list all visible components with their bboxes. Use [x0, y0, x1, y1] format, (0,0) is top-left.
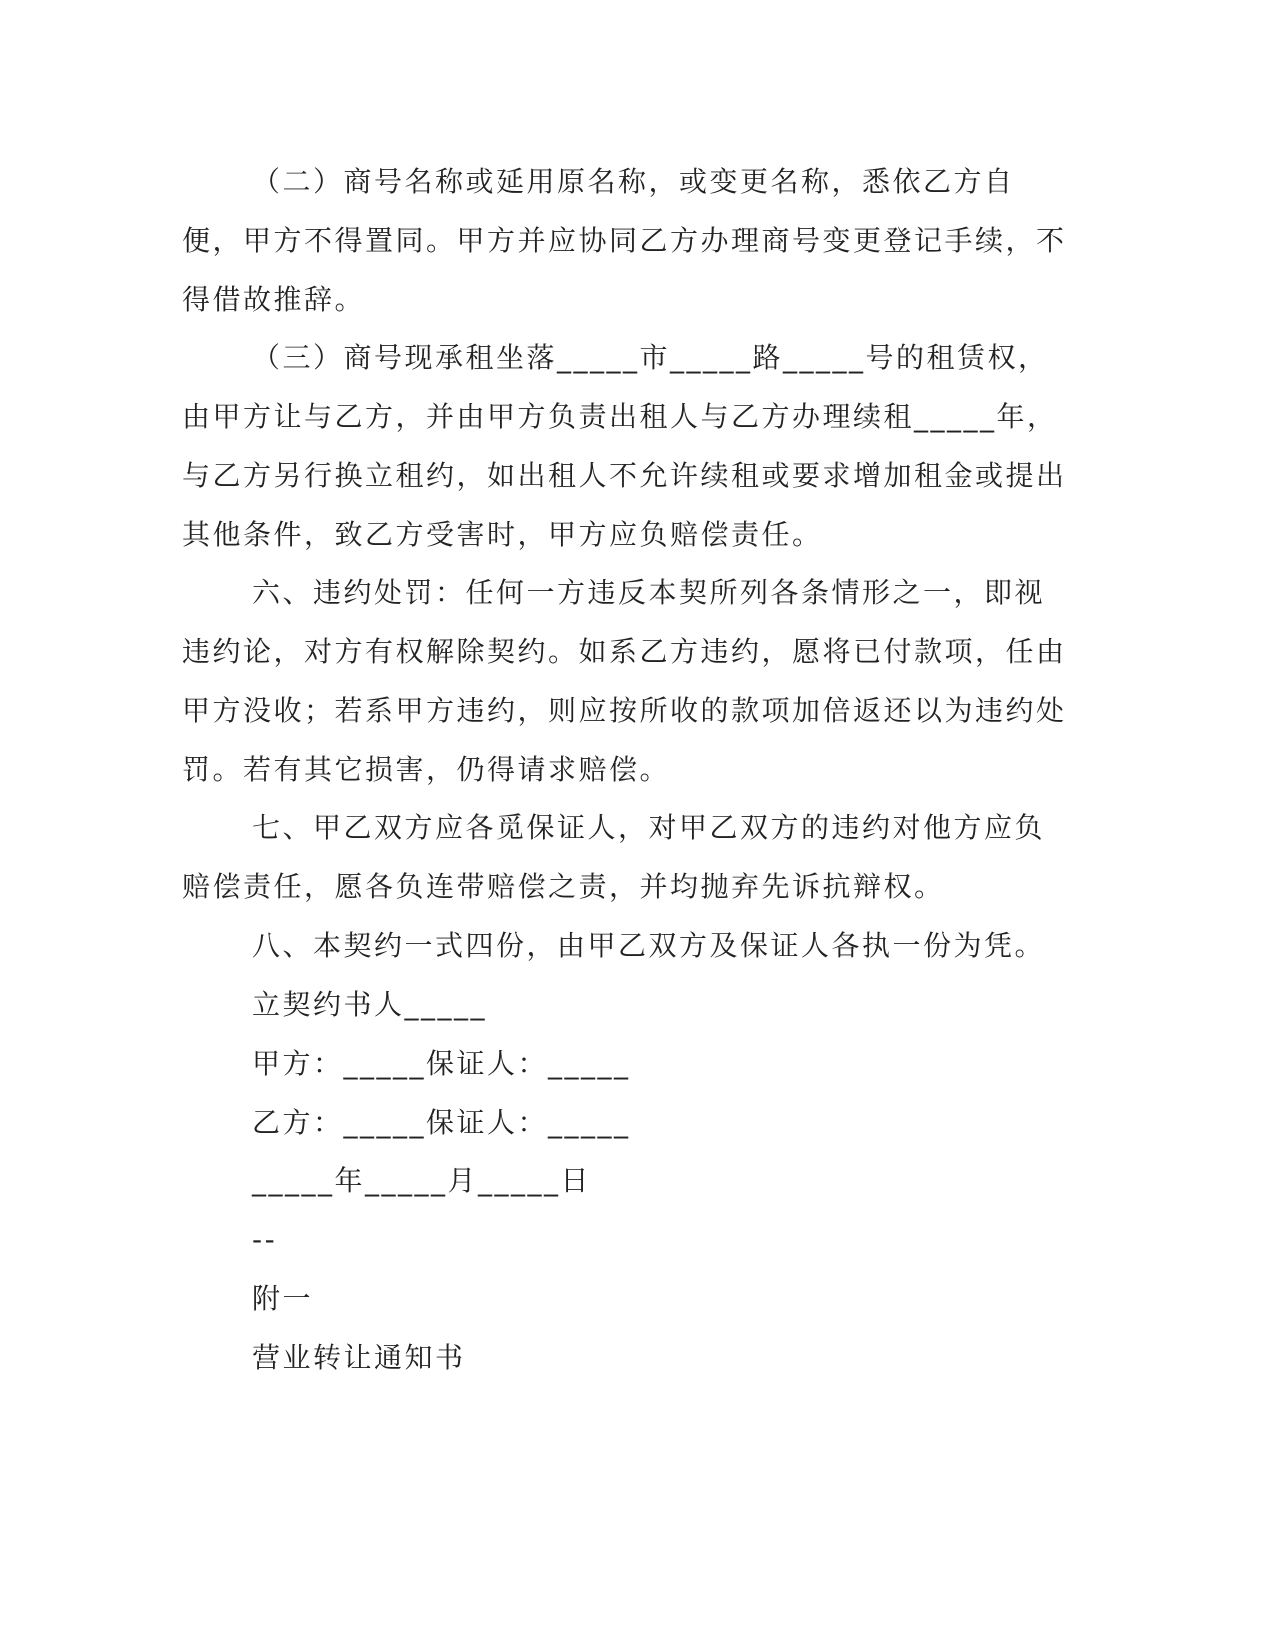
- signatory-line: 立契约书人_____: [252, 988, 488, 1021]
- clause-2: （二）商号名称或延用原名称，或变更名称，悉依乙方自便，甲方不得置同。甲方并应协同乙方办理商号变更登记手续，不得借故推辞。: [182, 165, 1067, 316]
- separator-dashes: --: [252, 1223, 278, 1256]
- clause-8-copies: 八、本契约一式四份，由甲乙双方及保证人各执一份为凭。: [252, 929, 1046, 962]
- clause-6-penalty: 六、违约处罚：任何一方违反本契所列各条情形之一，即视违约论，对方有权解除契约。如系乙方违约，愿将已付款项，任由甲方没收；若系甲方违约，则应按所收的款项加倍返还以为违约处罚。若有其它损害，仍得请求赔偿。: [182, 576, 1067, 786]
- date-line: _____年_____月_____日: [252, 1164, 592, 1197]
- party-b-signature-line: 乙方：_____保证人：_____: [252, 1106, 631, 1139]
- appendix-title: 营业转让通知书: [252, 1341, 466, 1374]
- clause-3: （三）商号现承租坐落_____市_____路_____号的租赁权，由甲方让与乙方，并由甲方负责出租人与乙方办理续租_____年，与乙方另行换立租约，如出租人不允许续租或要求增加租金或提出其他条件，致乙方受害时，甲方应负赔偿责任。: [182, 341, 1067, 551]
- clause-7-guarantor: 七、甲乙双方应各觅保证人，对甲乙双方的违约对他方应负赔偿责任，愿各负连带赔偿之责，并均抛弃先诉抗辩权。: [182, 811, 1046, 903]
- party-a-signature-line: 甲方：_____保证人：_____: [252, 1047, 631, 1080]
- appendix-label: 附一: [252, 1282, 314, 1315]
